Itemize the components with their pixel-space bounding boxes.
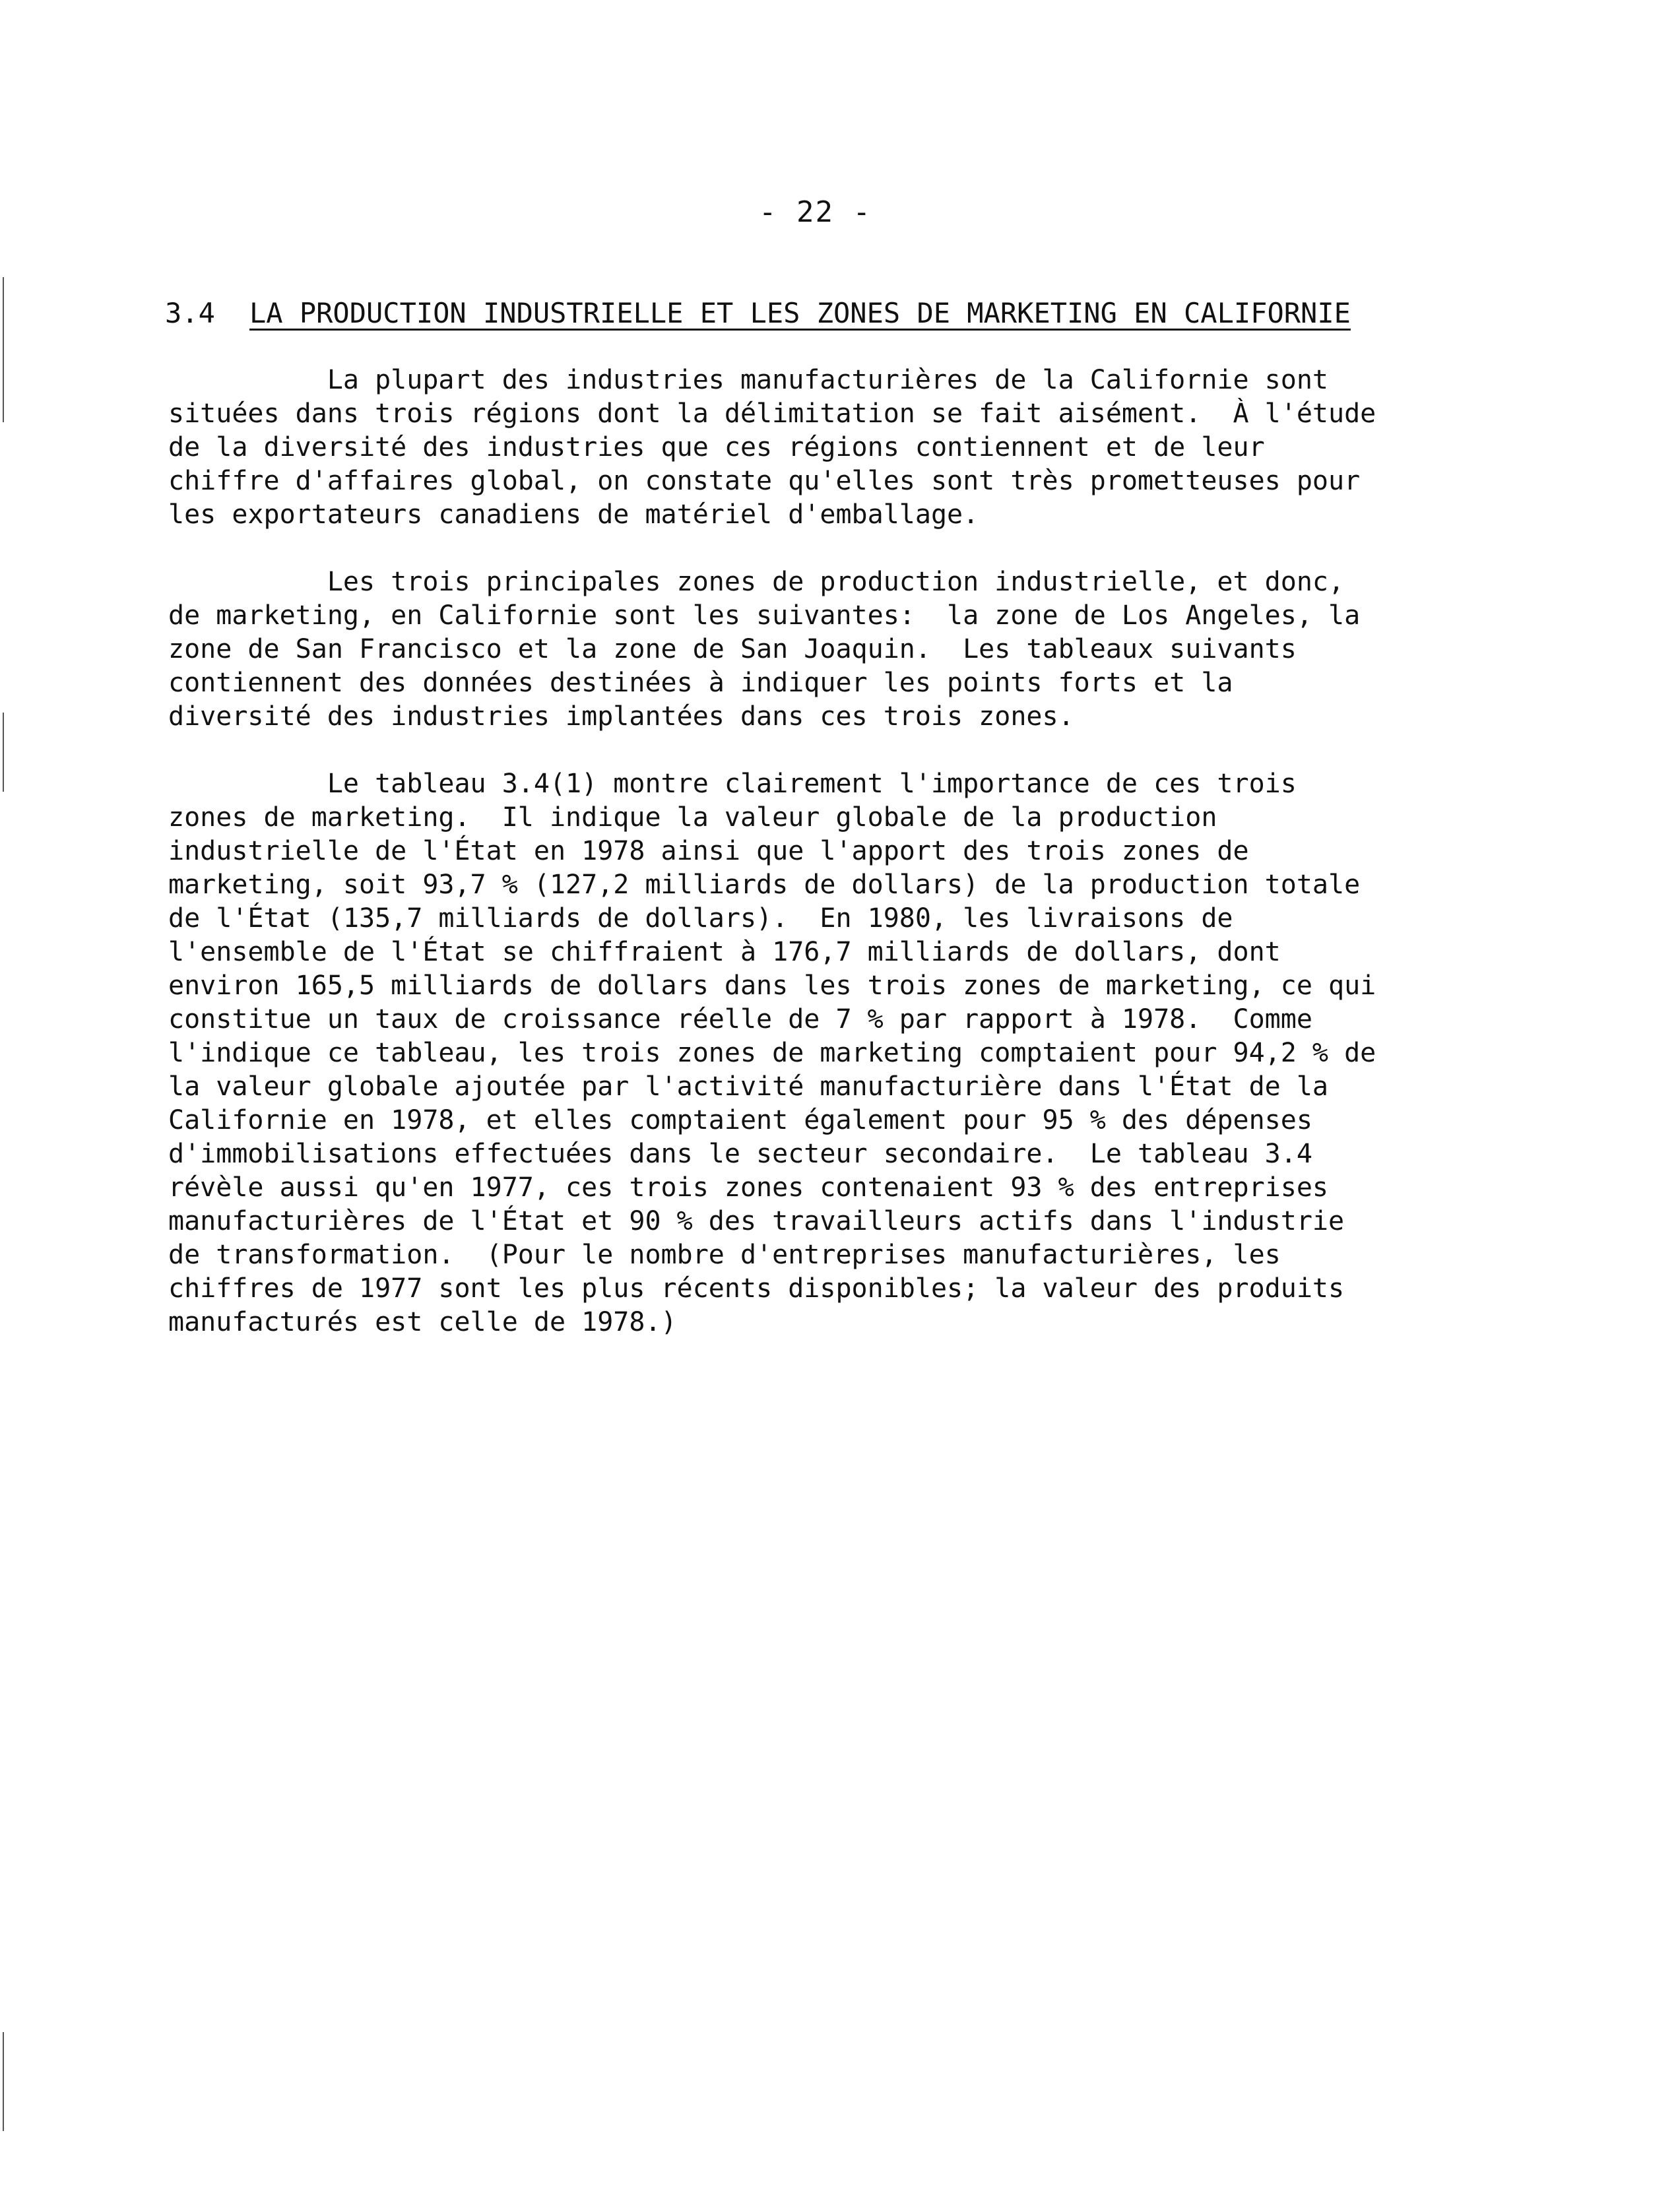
section-number: 3.4: [165, 297, 215, 329]
paragraph-2: Les trois principales zones de production industrielle, et donc, de marketing, en Californie sont les suivantes: la zone de Los Angeles, la zone de San Francisco et la zone de San Joaquin. Les tableaux suivants contiennent des données destinées à indiquer les points forts et la diversité des industries implantées dans ces trois zones.: [168, 567, 1361, 732]
scan-margin-line-middle: [3, 713, 4, 792]
section-heading: [165, 297, 1351, 329]
page-number: - 22 -: [759, 195, 872, 229]
paragraph-3: Le tableau 3.4(1) montre clairement l'importance de ces trois zones de marketing. Il indique la valeur globale de la production industrielle de l'État en 1978 ainsi que l'apport des trois zones de marketing, soit 93,7 % (127,2 milliards de dollars) de la production totale de l'État (135,7 milliards de dollars). En 1980, les livraisons de l'ensemble de l'État se chiffraient à 176,7 milliards de dollars, dont environ 165,5 milliards de dollars dans les trois zones de marketing, ce qui constitue un taux de croissance réelle de 7 % par rapport à 1978. Comme l'indique ce tableau, les trois zones de marketing comptaient pour 94,2 % de la valeur globale ajoutée par l'activité manufacturière dans l'État de la Californie en 1978, et elles comptaient également pour 95 % des dépenses d'immobilisations effectuées dans le secteur secondaire. Le tableau 3.4 révèle aussi qu'en 1977, ces trois zones contenaient 93 % des entreprises manufacturières de l'État et 90 % des travailleurs actifs dans l'industrie de transformation. (Pour le nombre d'entreprises manufacturières, les chiffres de 1977 sont les plus récents disponibles; la valeur des produits manufacturés est celle de 1978.): [168, 769, 1376, 1337]
section-title: LA PRODUCTION INDUSTRIELLE ET LES ZONES DE MARKETING EN CALIFORNIE: [249, 297, 1351, 329]
scan-margin-line-bottom: [3, 2032, 4, 2131]
scan-margin-line-top: [3, 277, 4, 422]
paragraph-1: La plupart des industries manufacturières de la Californie sont situées dans trois régions dont la délimitation se fait aisément. À l'étude de la diversité des industries que ces régions contiennent et de leur chiffre d'affaires global, on constate qu'elles sont très prometteuses pour les exportateurs canadiens de matériel d'emballage.: [168, 365, 1376, 530]
